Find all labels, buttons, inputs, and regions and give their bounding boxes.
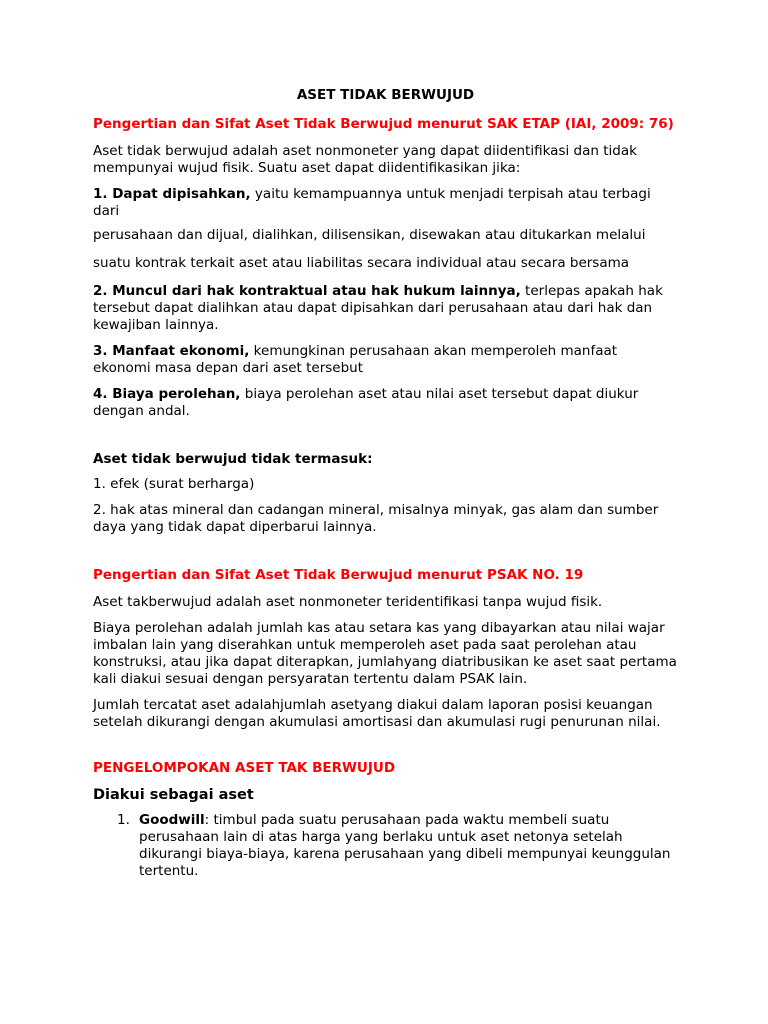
goodwill-definition: : timbul pada suatu perusahaan pada waktu membeli suatu perusahaan lain di atas harga yang berlaku untuk aset netonya setelah dikurangi biaya-biaya, karena perusahaan yang dibeli mempunyai keunggulan tertentu. <box>139 812 671 879</box>
exclusion-item-1: 1. efek (surat berharga) <box>93 476 255 492</box>
criteria-item-3-title: 3. Manfaat ekonomi, <box>93 343 250 359</box>
psak-paragraph-1: Aset takberwujud adalah aset nonmoneter teridentifikasi tanpa wujud fisik. <box>93 594 603 610</box>
section-heading-sak-etap: Pengertian dan Sifat Aset Tidak Berwujud menurut SAK ETAP (IAI, 2009: 76) <box>93 116 674 132</box>
criteria-item-2 <box>93 283 678 334</box>
exclusion-item-2: 2. hak atas mineral dan cadangan mineral, misalnya minyak, gas alam dan sumber daya yang tidak dapat diperbarui lainnya. <box>93 502 659 535</box>
exclusions-heading: Aset tidak berwujud tidak termasuk: <box>93 451 373 467</box>
document-body <box>93 86 678 880</box>
criteria-item-1-line2: perusahaan dan dijual, dialihkan, dilisensikan, disewakan atau ditukarkan melalui <box>93 227 646 243</box>
spacer <box>93 427 678 451</box>
criteria-item-2-text: terlepas apakah hak tersebut dapat dialihkan atau dapat dipisahkan dari perusahaan atau dari hak dan kewajiban lainnya. <box>93 283 663 333</box>
spacer <box>93 738 678 760</box>
goodwill-term: Goodwill <box>139 812 205 828</box>
criteria-item-1-title: 1. Dapat dipisahkan, <box>93 186 251 202</box>
recognized-as-asset-heading: Diakui sebagai aset <box>93 787 254 803</box>
document-title: ASET TIDAK BERWUJUD <box>296 87 475 103</box>
section-heading-pengelompokan: PENGELOMPOKAN ASET TAK BERWUJUD <box>93 760 396 776</box>
intro-paragraph: Aset tidak berwujud adalah aset nonmoneter yang dapat diidentifikasi dan tidak mempunyai wujud fisik. Suatu aset dapat diidentifikasikan jika: <box>93 143 637 176</box>
criteria-item-4 <box>93 386 678 420</box>
grouping-list <box>93 812 678 880</box>
section-heading-psak-19: Pengertian dan Sifat Aset Tidak Berwujud menurut PSAK NO. 19 <box>93 567 584 583</box>
criteria-item-3-text: kemungkinan perusahaan akan memperoleh manfaat ekonomi masa depan dari aset tersebut <box>93 343 618 376</box>
criteria-item-1 <box>93 186 678 220</box>
list-item-number: 1. <box>117 812 130 828</box>
spacer <box>93 543 678 567</box>
list-item <box>117 812 678 880</box>
criteria-item-1-text: yaitu kemampuannya untuk menjadi terpisah atau terbagi dari <box>93 186 651 219</box>
psak-paragraph-2: Biaya perolehan adalah jumlah kas atau setara kas yang dibayarkan atau nilai wajar imbalan lain yang diserahkan untuk memperoleh aset pada saat perolehan atau konstruksi, atau jika dapat diterapkan, jumlahyang diatribusikan ke aset saat pertama kali diakui sesuai dengan persyaratan tertentu dalam PSAK lain. <box>93 620 677 687</box>
criteria-item-3 <box>93 343 678 377</box>
criteria-item-4-text: biaya perolehan aset atau nilai aset tersebut dapat diukur dengan andal. <box>93 386 639 419</box>
psak-paragraph-3: Jumlah tercatat aset adalahjumlah asetyang diakui dalam laporan posisi keuangan setelah dikurangi dengan akumulasi amortisasi dan akumulasi rugi penurunan nilai. <box>93 697 661 730</box>
criteria-item-4-title: 4. Biaya perolehan, <box>93 386 241 402</box>
criteria-item-1-line3: suatu kontrak terkait aset atau liabilitas secara individual atau secara bersama <box>93 255 630 271</box>
criteria-item-2-title: 2. Muncul dari hak kontraktual atau hak hukum lainnya, <box>93 283 521 299</box>
